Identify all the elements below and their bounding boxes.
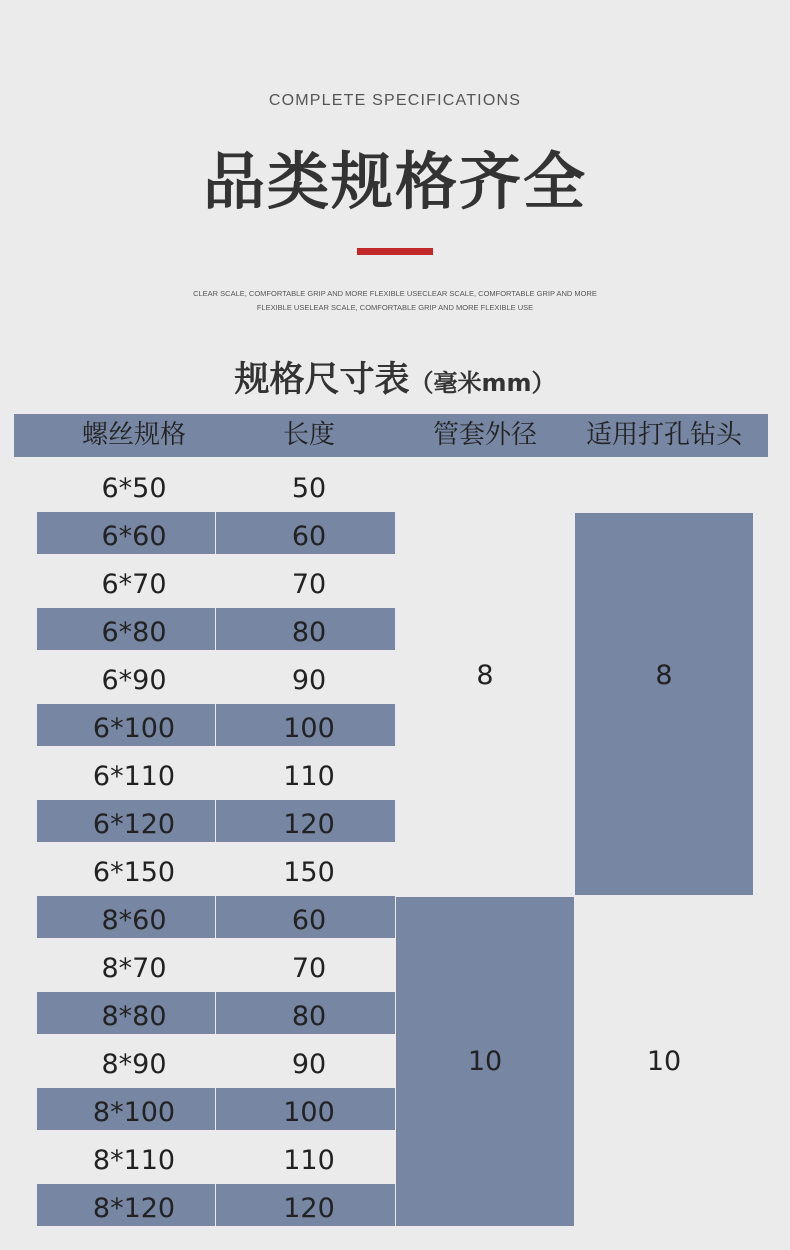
- table-cell-length: 70: [291, 953, 327, 984]
- table-cell-length: 60: [291, 905, 327, 936]
- description-line-1: CLEAR SCALE, COMFORTABLE GRIP AND MORE FLEXIBLE USECLEAR SCALE, COMFORTABLE GRIP AND MORE: [193, 289, 597, 298]
- sleeve-diameter-group-1: 8: [476, 660, 494, 691]
- table-cell-spec: 8*80: [101, 1001, 167, 1032]
- table-cell-spec: 6*120: [92, 809, 176, 840]
- table-cell-length: 80: [291, 1001, 327, 1032]
- column-header-length: 长度: [282, 420, 335, 450]
- column-header-spec: 螺丝规格: [81, 420, 186, 450]
- table-unit: （毫米mm）: [409, 369, 556, 397]
- column-header-drill: 适用打孔钻头: [585, 420, 742, 450]
- table-cell-spec: 6*90: [101, 665, 167, 696]
- table-cell-length: 100: [283, 713, 335, 744]
- table-cell-length: 100: [283, 1097, 335, 1128]
- table-cell-spec: 8*60: [101, 905, 167, 936]
- table-cell-length: 110: [283, 761, 335, 792]
- table-cell-length: 90: [291, 665, 327, 696]
- drill-bit-group-2: 10: [646, 1046, 682, 1077]
- table-cell-spec: 8*120: [92, 1193, 176, 1224]
- table-cell-spec: 8*100: [92, 1097, 176, 1128]
- table-header: [14, 414, 768, 457]
- table-cell-spec: 8*90: [101, 1049, 167, 1080]
- table-cell-length: 110: [283, 1145, 335, 1176]
- table-cell-spec: 8*70: [101, 953, 167, 984]
- table-cell-length: 150: [283, 857, 335, 888]
- table-cell-spec: 6*110: [92, 761, 176, 792]
- table-cell-length: 50: [291, 473, 327, 504]
- table-cell-spec: 6*60: [101, 521, 167, 552]
- table-title: [0, 352, 790, 402]
- table-cell-spec: 6*80: [101, 617, 167, 648]
- table-cell-spec: 6*150: [92, 857, 176, 888]
- page-title: 品类规格齐全: [202, 145, 587, 218]
- table-cell-length: 90: [291, 1049, 327, 1080]
- drill-bit-group-1: 8: [655, 660, 673, 691]
- drill-bit-merged-cell-1: [575, 513, 753, 895]
- table-cell-length: 120: [283, 809, 335, 840]
- column-header-sleeve: 管套外径: [432, 420, 537, 450]
- table-cell-spec: 6*100: [92, 713, 176, 744]
- table-cell-length: 60: [291, 521, 327, 552]
- table-cell-spec: 8*110: [92, 1145, 176, 1176]
- title-divider: [357, 248, 433, 255]
- table-title-text: 规格尺寸表: [234, 360, 410, 400]
- table-cell-spec: 6*70: [101, 569, 167, 600]
- table-cell-length: 80: [291, 617, 327, 648]
- subtitle-en: COMPLETE SPECIFICATIONS: [268, 92, 522, 109]
- table-cell-length: 120: [283, 1193, 335, 1224]
- description-line-2: FLEXIBLE USELEAR SCALE, COMFORTABLE GRIP AND MORE FLEXIBLE USE: [256, 303, 534, 312]
- table-cell-length: 70: [291, 569, 327, 600]
- table-cell-spec: 6*50: [101, 473, 167, 504]
- sleeve-diameter-group-2: 10: [467, 1046, 503, 1077]
